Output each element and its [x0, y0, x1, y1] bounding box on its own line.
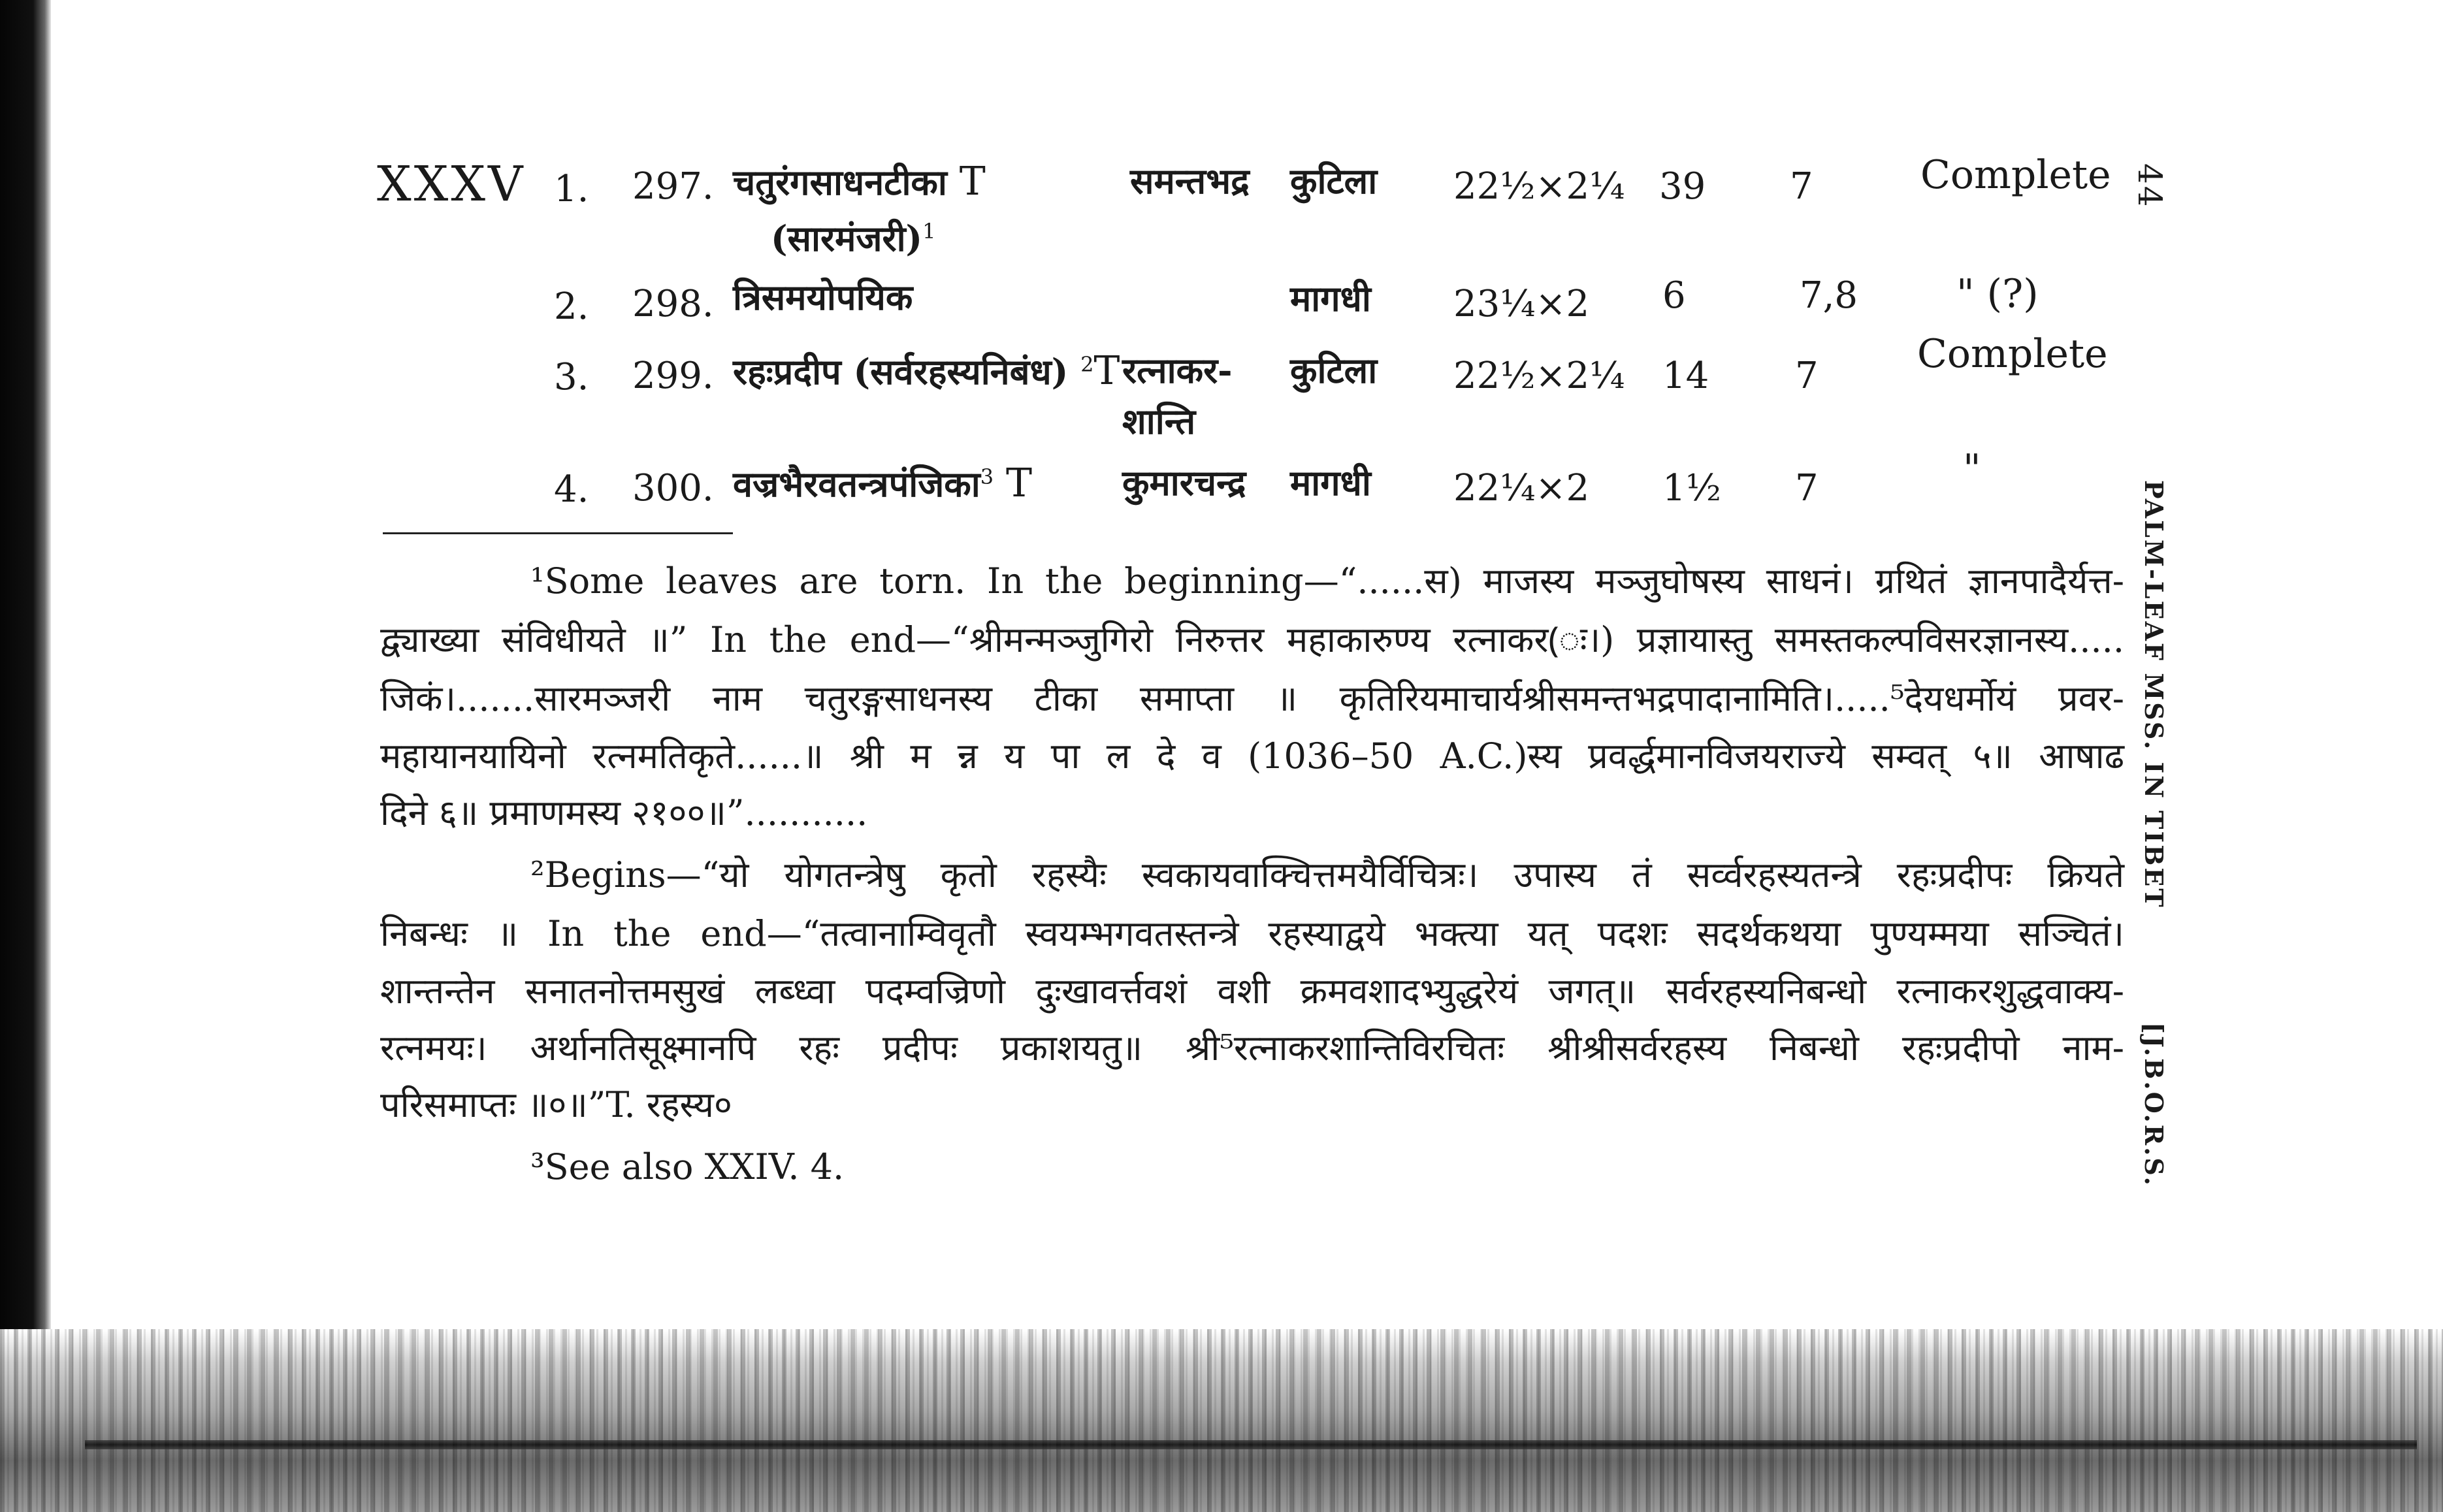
row4-lines: 7 — [1795, 467, 1819, 509]
row4-remark: " — [1963, 446, 1981, 492]
page-number: 44 — [2131, 163, 2169, 209]
row2-title: त्रिसमयोपयिक — [733, 276, 913, 318]
footnote-1-line-5: दिने ६॥ प्रमाणमस्य २१००॥”........... — [380, 792, 868, 833]
row4-number: 300. — [632, 467, 714, 509]
row1-leaves: 39 — [1659, 165, 1706, 208]
footnote-2-line-3: शान्तन्तेन सनातनोत्तमसुखं लब्ध्वा पदम्वज्रिणो दुःखावर्त्तवशं वशी क्रमवशादभ्युद्धरेयं जगत्॥ सर्वरहस्यनिबन्धो रत्नाकरशुद्धवाक्य- — [380, 971, 2124, 1012]
row4-title: वज्रभैरवतन्त्रपंजिका$^3$ T — [733, 460, 1032, 506]
footnote-2-line-2: निबन्धः ॥ In the end—“तत्वानाम्विवृतौ स्वयम्भगवतस्तन्त्रे रहस्याद्वये भक्त्या यत् पदशः सदर्थकथया पुण्यम्मया सञ्चितं। — [380, 913, 2124, 954]
row3-lines: 7 — [1795, 355, 1819, 397]
scan-artifact-band — [0, 1329, 2443, 1512]
running-head: PALM-LEAF MSS. IN TIBET — [2139, 480, 2169, 909]
row3-serial: 3. — [554, 356, 589, 398]
footnote-1-line-3: जिकं।.......सारमञ्जरी नाम चतुरङ्गसाधनस्य टीका समाप्ता ॥ कृतिरियमाचार्यश्रीसमन्तभद्रपादानामिति।.....⁵देयधर्मोयं प्रवर- — [380, 678, 2124, 719]
footnote-2-line-4: रत्नमयः। अर्थानतिसूक्ष्मानपि रहः प्रदीपः प्रकाशयतु॥ श्री⁵रत्नाकरशान्तिविरचितः श्रीश्रीसर्वरहस्य निबन्धो रहःप्रदीपो नाम- — [380, 1027, 2124, 1069]
row1-title: चतुरंगसाधनटीका T — [733, 159, 986, 204]
row2-lines: 7,8 — [1800, 274, 1858, 317]
row1-size: 22½×2¼ — [1453, 165, 1625, 208]
section-number: XXXV — [377, 156, 526, 212]
footnote-1-line-4: महायानयायिनो रत्नमतिकृते......॥ श्री म न्न य पा ल दे व (1036–50 A.C.)स्य प्रवर्द्धमानविजयराज्ये सम्वत् ५॥ आषाढ — [380, 735, 2124, 777]
row4-script: मागधी — [1290, 462, 1371, 504]
row4-serial: 4. — [554, 468, 589, 511]
footnote-2-line-5: परिसमाप्तः ॥०॥”T. रहस्य० — [380, 1084, 732, 1125]
row4-leaves: 1½ — [1662, 467, 1721, 509]
row1-script: कुटिला — [1290, 160, 1378, 202]
row4-size: 22¼×2 — [1453, 467, 1590, 509]
row2-size: 23¼×2 — [1453, 283, 1590, 325]
footnote-2-line-1: ²Begins—“यो योगतन्त्रेषु कृतो रहस्यैः स्वकायवाक्चित्तमयैर्विचित्रः। उपास्य तं सर्व्वरहस्यतन्त्रे रहःप्रदीपः क्रियते — [530, 854, 2124, 895]
binding-shadow — [0, 0, 51, 1512]
row3-size: 22½×2¼ — [1453, 355, 1625, 397]
row3-title: रहःप्रदीप (सर्वरहस्यनिबंध) $^2$T — [733, 348, 1120, 394]
row1-title-sub: (सारमंजरी)$^1$ — [771, 217, 936, 259]
row1-serial: 1. — [554, 168, 589, 210]
row3-leaves: 14 — [1662, 355, 1709, 397]
row3-author-cont: शान्ति — [1122, 400, 1196, 442]
row4-author: कुमारचन्द्र — [1122, 462, 1246, 504]
row1-remark: Complete — [1920, 152, 2111, 198]
footnote-1-line-1: ¹Some leaves are torn. In the beginning—“......स) माजस्य मञ्जुघोषस्य साधनं। ग्रथितं ज्ञानपादैर्यत्त- — [530, 560, 2124, 602]
footnote-3: ³See also XXIV. 4. — [530, 1146, 845, 1187]
row1-lines: 7 — [1790, 165, 1813, 208]
footnote-1-line-2: द्व्याख्या संविधीयते ॥” In the end—“श्रीमन्मञ्जुगिरो निरुत्तर महाकारुण्य रत्नाकर(ः।) प्रज्ञायास्तु समस्तकल्पविसरज्ञानस्य..... — [380, 619, 2124, 660]
journal-name: [J.B.O.R.S. — [2139, 1022, 2169, 1187]
row1-number: 297. — [632, 165, 714, 208]
row3-remark: Complete — [1917, 331, 2108, 377]
row2-script: मागधी — [1290, 278, 1371, 319]
row3-script: कुटिला — [1290, 349, 1378, 391]
row2-number: 298. — [632, 283, 714, 325]
row2-serial: 2. — [554, 285, 589, 328]
row1-author: समन्तभद्र — [1130, 160, 1250, 202]
row2-remark: " (?) — [1956, 271, 2039, 317]
row3-author: रत्नाकर- — [1122, 349, 1233, 391]
footnote-rule — [383, 532, 733, 534]
row3-number: 299. — [632, 355, 714, 397]
row2-leaves: 6 — [1662, 274, 1686, 317]
